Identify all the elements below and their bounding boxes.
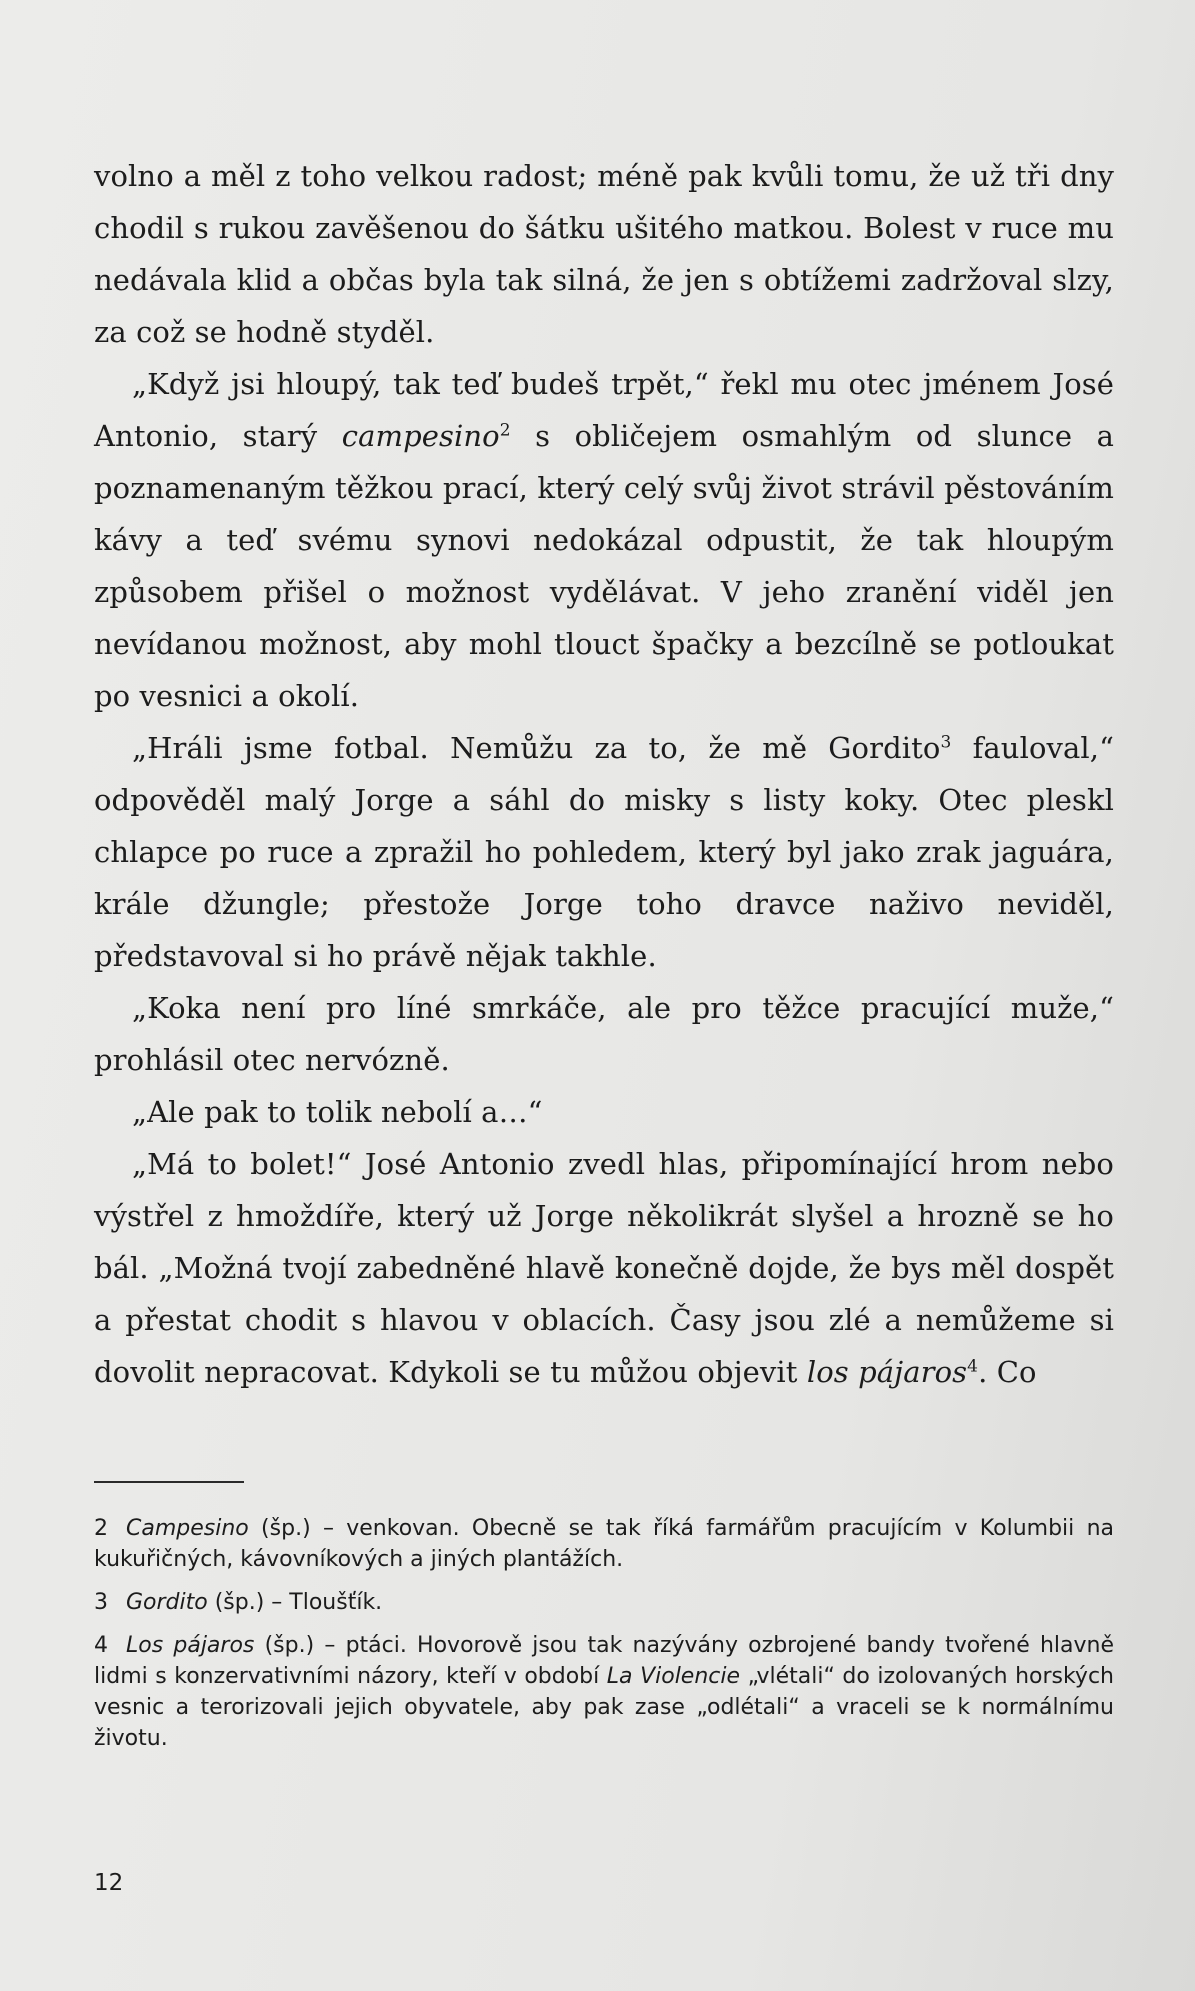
paragraph-2 (94, 358, 1114, 722)
footnote-term: Gordito (126, 1590, 208, 1615)
footnote-number: 4 (94, 1633, 108, 1658)
footnote-ref-4[interactable]: 4 (967, 1356, 979, 1377)
paragraph-6-part-b: . Co (978, 1355, 1037, 1389)
footnote-term-secondary: La Violencie (606, 1664, 741, 1689)
paragraph-2-part-a: „Když jsi hloupý, tak teď budeš trpět,“ řekl mu otec jménem José Antonio, starý (94, 367, 1114, 453)
page-number: 12 (94, 1870, 124, 1896)
footnote-divider (94, 1481, 244, 1483)
footnote-text-b: „vlétali“ do izolovaných horských vesnic a terorizovali jejich obyvatele, aby pak zase „odlétali“ a vraceli se k normálnímu životu. (94, 1664, 1114, 1751)
footnote-term: Los pájaros (126, 1633, 255, 1658)
paragraph-6-part-a: „Má to bolet!“ José Antonio zvedl hlas, připomínající hrom nebo výstřel z hmoždíře, který už Jorge několikrát slyšel a hrozně se ho bál. „Možná tvojí zabedněné hlavě konečně dojde, že bys měl dospět a přestat chodit s hlavou v oblacích. Časy jsou zlé a nemůžeme si dovolit nepracovat. Kdykoli se tu můžou objevit (94, 1147, 1114, 1389)
footnote-3 (94, 1587, 1114, 1618)
term-campesino: campesino (341, 419, 500, 453)
paragraph-6 (94, 1138, 1114, 1398)
footnote-number: 2 (94, 1516, 108, 1541)
body-text (94, 150, 1114, 1398)
term-los-pajaros: los pájaros (806, 1355, 968, 1389)
footnote-text-a: (šp.) – ptáci. Hovorově jsou tak nazývány ozbrojené bandy tvořené hlavně lidmi s konzervativními názory, kteří v období (94, 1633, 1114, 1689)
footnote-ref-3[interactable]: 3 (940, 732, 952, 753)
footnotes (94, 1513, 1114, 1766)
paragraph-4: „Koka není pro líné smrkáče, ale pro těžce pracující muže,“ prohlásil otec nervózně. (94, 991, 1114, 1077)
footnote-text: (šp.) – Tloušťík. (207, 1590, 383, 1615)
paragraph-2-part-b: s obličejem osmahlým od slunce a poznamenaným těžkou prací, který celý svůj život strávil pěstováním kávy a teď svému synovi nedokázal odpustit, že tak hloupým způsobem přišel o možnost vydělávat. V jeho zranění viděl jen nevídanou možnost, aby mohl tlouct špačky a bezcílně se potloukat po vesnici a okolí. (94, 419, 1114, 713)
footnote-text: (šp.) – venkovan. Obecně se tak říká farmářům pracujícím v Kolumbii na kukuřičných, kávovníkových a jiných plantážích. (94, 1516, 1114, 1572)
footnote-term: Campesino (126, 1516, 249, 1541)
footnote-4 (94, 1630, 1114, 1754)
footnote-ref-2[interactable]: 2 (499, 420, 511, 441)
paragraph-3-part-b: fauloval,“ odpověděl malý Jorge a sáhl do misky s listy koky. Otec pleskl chlapce po ruce a zpražil ho pohledem, který byl jako zrak jaguára, krále džungle; přestože Jorge toho dravce naživo neviděl, představoval si ho právě nějak takhle. (94, 731, 1114, 973)
paragraph-5: „Ale pak to tolik nebolí a…“ (132, 1095, 543, 1129)
paragraph-3-part-a: „Hráli jsme fotbal. Nemůžu za to, že mě Gordito (132, 731, 941, 765)
paragraph-3 (94, 722, 1114, 982)
footnote-number: 3 (94, 1590, 108, 1615)
footnote-2 (94, 1513, 1114, 1575)
paragraph-1: volno a měl z toho velkou radost; méně pak kvůli tomu, že už tři dny chodil s rukou zavěšenou do šátku ušitého matkou. Bolest v ruce mu nedávala klid a občas byla tak silná, že jen s obtížemi zadržoval slzy, za což se hodně styděl. (94, 159, 1114, 349)
